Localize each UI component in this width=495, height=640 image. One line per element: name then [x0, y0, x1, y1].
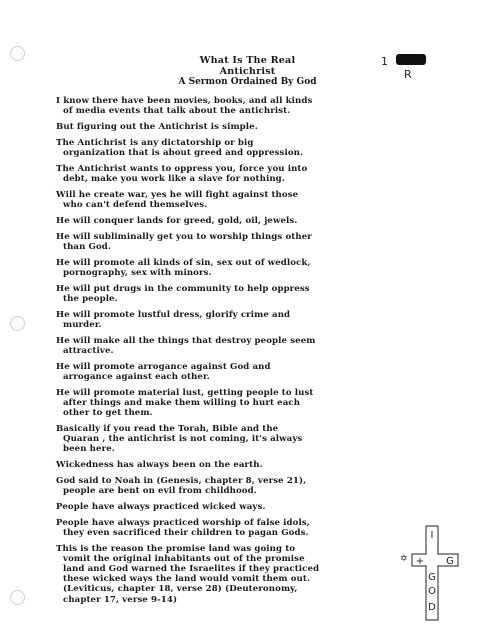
paragraph-line: He will put drugs in the community to help oppress [56, 283, 310, 294]
cross-plus: + [415, 556, 425, 567]
paragraph-line: murder. [63, 319, 102, 330]
paragraph-line: He will promote arrogance against God and [56, 361, 271, 372]
paragraph-line: of media events that talk about the antichrist. [63, 106, 291, 117]
paragraph-line: chapter 17, verse 9-14) [63, 594, 178, 605]
sermon-paragraph [56, 216, 404, 226]
cross-letter-o: O [428, 586, 436, 597]
paragraph-line: (Leviticus, chapter 18, verse 28) (Deuteronomy, [63, 584, 298, 595]
paragraph-line: these wicked ways the land would vomit them out. [63, 574, 311, 585]
sermon-paragraph [56, 190, 404, 210]
paragraph-line: been here. [63, 444, 115, 455]
sermon-paragraph [56, 232, 404, 252]
sermon-paragraph [56, 138, 404, 158]
paragraph-line: God said to Noah in (Genesis, chapter 8, verse 21), [56, 475, 307, 486]
paragraph-line: people are bent on evil from childhood. [63, 486, 257, 496]
document-subtitle: A Sermon Ordained By God [178, 77, 317, 87]
paragraph-line: He will conquer lands for greed, gold, oil, jewels. [56, 215, 298, 226]
paragraph-line: Wickedness has always been on the earth. [56, 460, 263, 470]
sermon-paragraph [56, 388, 404, 419]
sermon-paragraph [56, 518, 404, 538]
cross-letter-d: D [428, 602, 436, 613]
paragraph-line: He will promote lustful dress, glorify crime and [56, 309, 291, 320]
cross-letter-g-side: G [446, 556, 454, 567]
sermon-paragraph [56, 258, 404, 278]
paragraph-line: He will promote all kinds of sin, sex out of wedlock, [56, 257, 311, 268]
sermon-paragraph [56, 122, 404, 132]
paragraph-line: attractive. [63, 345, 114, 356]
paragraph-line: He will promote material lust, getting people to lust [56, 387, 314, 398]
sermon-paragraph [56, 284, 404, 304]
sermon-paragraph [56, 336, 404, 356]
sermon-paragraph [56, 164, 404, 184]
cross-letter-g: G [428, 572, 436, 583]
handwritten-cross-drawing [406, 524, 466, 624]
document-title: What Is The Real Antichrist [199, 55, 296, 77]
paragraph-line: The Antichrist wants to oppress you, force you into [56, 163, 308, 174]
paragraph-line: who can't defend themselves. [63, 200, 208, 210]
sermon-paragraph [56, 460, 404, 470]
paragraph-line: they even sacrificed their children to pagan Gods. [63, 527, 309, 538]
paragraph-line: pornography, sex with minors. [63, 267, 212, 278]
paragraph-line: People have always practiced wicked ways. [56, 501, 266, 512]
paragraph-line: He will make all the things that destroy people seem [56, 335, 316, 346]
paragraph-line: organization that is about greed and oppression. [63, 148, 304, 158]
paragraph-line: I know there have been movies, books, and all kinds [56, 96, 313, 106]
paragraph-line: This is the reason the promise land was going to [56, 543, 296, 554]
handwritten-initial: R [404, 68, 412, 81]
paragraph-line: People have always practiced worship of false idols, [56, 517, 310, 528]
paragraph-line: He will subliminally get you to worship things other [56, 231, 312, 242]
paragraph-line: after things and make them willing to hurt each [63, 397, 301, 408]
paragraph-line: Basically if you read the Torah, Bible and the [56, 423, 279, 434]
redaction-mark [396, 54, 426, 65]
paragraph-line: Quaran , the antichrist is not coming, it's always [63, 434, 303, 444]
paragraph-line: The Antichrist is any dictatorship or big [56, 137, 254, 148]
page-number: 1 [381, 55, 388, 68]
paragraph-line: the people. [63, 293, 118, 304]
cross-letter-i: I [430, 530, 434, 541]
sermon-paragraph [56, 424, 404, 455]
paragraph-line: land and God warned the Israelites if they practiced [63, 564, 320, 574]
sermon-paragraph [56, 310, 404, 330]
sermon-paragraph [56, 502, 404, 512]
paragraph-line: vomit the original inhabitants out of the promise [63, 553, 305, 564]
punch-hole [10, 316, 25, 331]
sermon-paragraph [56, 544, 404, 605]
sermon-paragraph [56, 362, 404, 382]
paragraph-line: But figuring out the Antichrist is simple. [56, 122, 258, 132]
paragraph-line: other to get them. [63, 408, 153, 418]
paragraph-line: Will he create war, yes he will fight against those [56, 189, 299, 200]
sermon-body [56, 96, 404, 610]
paragraph-line: arrogance against each other. [63, 371, 210, 382]
sermon-paragraph [56, 96, 404, 116]
punch-hole [10, 590, 25, 605]
paragraph-line: than God. [63, 241, 111, 252]
star-of-david-icon: ✡ [400, 554, 408, 564]
sermon-paragraph [56, 476, 404, 496]
paragraph-line: debt, make you work like a slave for nothing. [63, 174, 285, 184]
